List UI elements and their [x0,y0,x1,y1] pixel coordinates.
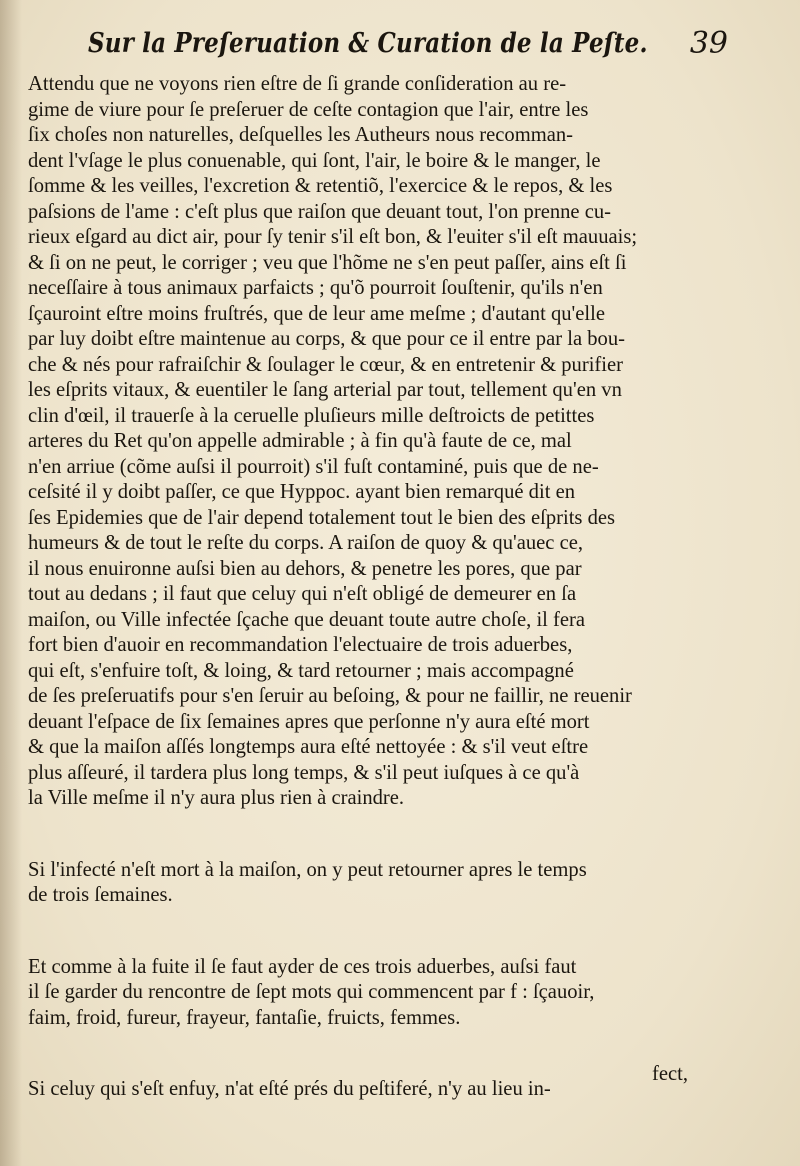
text-line: & ſi on ne peut, le corriger ; veu que l'hõme ne s'en peut paſſer, ains eſt ſi [28,251,627,274]
paragraph-4 [28,1077,698,1103]
text-line: il ſe garder du rencontre de ſept mots qui commencent par f : ſçauoir, [28,981,595,1003]
text-line: fort bien d'auoir en recommandation l'electuaire de trois aduerbes, [28,634,573,656]
text-line: qui eſt, s'enfuire toſt, & loing, & tard retourner ; mais accompagné [28,659,574,682]
running-title: Sur la Preſeruation & Curation de la Peſte. [88,28,648,59]
text-line: clin d'œil, il trauerſe à la ceruelle pluſieurs mille deſtroicts de petittes [28,404,595,427]
gutter-shadow [0,0,22,1166]
text-line: neceſſaire à tous animaux parfaicts ; qu'õ pourroit ſouſtenir, qu'ils n'en [28,277,603,299]
text-line: les eſprits vitaux, & euentiler le ſang arterial par tout, tellement qu'en vn [28,379,622,401]
text-line: dent l'vſage le plus conuenable, qui ſont, l'air, le boire & le manger, le [28,149,601,172]
text-line: arteres du Ret qu'on appelle admirable ; à fin qu'à faute de ce, mal [28,430,572,452]
text-line: humeurs & de tout le reſte du corps. A raiſon de quoy & qu'auec ce, [28,532,584,554]
text-line: n'en arriue (cõme auſsi il pourroit) s'il fuſt contaminé, puis que de ne- [28,455,599,478]
text-line: faim, froid, fureur, frayeur, fantaſie, fruicts, femmes. [28,1006,461,1029]
text-line: ſes Epidemies que de l'air depend totalement tout le bien des eſprits des [28,506,616,529]
text-line: & que la maiſon aſſés longtemps aura eſté nettoyée : & s'il veut eſtre [28,736,589,758]
text-line: la Ville meſme il n'y aura plus rien à craindre. [28,787,405,809]
text-line: deuant l'eſpace de ſix ſemaines apres que perſonne n'y aura eſté mort [28,710,590,733]
text-line: ſix choſes non naturelles, deſquelles les Autheurs nous recomman- [28,124,574,146]
text-line: ſomme & les veilles, l'excretion & retentiõ, l'exercice & le repos, & les [28,175,613,197]
page-header [88,22,728,70]
text-line: plus aſſeuré, il tardera plus long temps, & s'il peut iuſques à ce qu'à [28,761,580,784]
text-line: Si celuy qui s'eſt enfuy, n'at eſté prés du peſtiferé, n'y au lieu in- [28,1078,551,1100]
text-line: che & nés pour rafraiſchir & ſoulager le cœur, & en entretenir & purifier [28,353,624,376]
page-number: 39 [689,26,728,61]
text-line: Si l'infecté n'eſt mort à la maiſon, on y peut retourner apres le temps [28,858,587,881]
paragraph-1 [28,72,698,812]
catchword: fect, [651,1063,688,1085]
text-line: ſçauroint eſtre moins fruſtrés, que de leur ame meſme ; d'autant qu'elle [28,302,605,325]
text-line: Attendu que ne voyons rien eſtre de ſi grande conſideration au re- [28,73,567,95]
text-line: paſsions de l'ame : c'eſt plus que raiſon que deuant tout, l'on prenne cu- [28,200,612,223]
text-line: Et comme à la fuite il ſe faut ayder de ces trois aduerbes, auſsi faut [28,955,577,978]
text-line: par luy doibt eſtre maintenue au corps, & que pour ce il entre par la bou- [28,328,626,350]
paragraph-2 [28,858,698,909]
text-line: tout au dedans ; il faut que celuy qui n'eſt obligé de demeurer en ſa [28,583,577,605]
text-line: maiſon, ou Ville infectée ſçache que deuant toute autre choſe, il fera [28,608,586,631]
text-line: gime de viure pour ſe preſeruer de ceſte contagion que l'air, entre les [28,98,589,121]
text-line: ceſsité il y doibt paſſer, ce que Hyppoc. ayant bien remarqué dit en [28,481,576,503]
text-line: il nous enuironne auſsi bien au dehors, & penetre les pores, que par [28,557,582,580]
body-text [28,72,698,1103]
text-line: rieux eſgard au dict air, pour ſy tenir s'il eſt bon, & l'euiter s'il eſt mauuais; [28,226,638,248]
text-line: de ſes preſeruatifs pour s'en ſeruir au beſoing, & pour ne faillir, ne reuenir [28,685,632,707]
text-line: de trois ſemaines. [28,884,173,906]
paragraph-3 [28,955,698,1032]
